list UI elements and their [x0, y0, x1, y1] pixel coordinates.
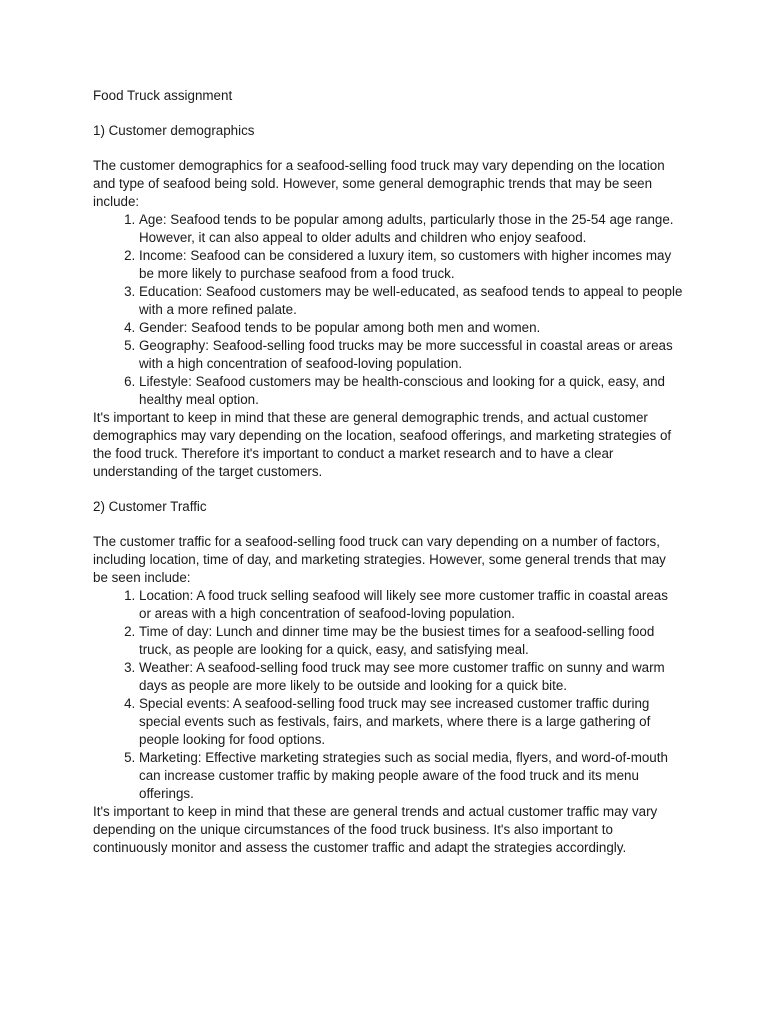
list-item: 4. Special events: A seafood-selling food truck may see increased customer traffic during special events such as festivals, fairs, and markets, where there is a large gathering of people looking for food options.: [139, 695, 683, 749]
section-customer-traffic: [93, 498, 683, 857]
section-customer-demographics: [93, 122, 683, 481]
list-item: 5. Geography: Seafood-selling food trucks may be more successful in coastal areas or areas with a high concentration of seafood-loving population.: [139, 337, 683, 373]
section-intro: The customer demographics for a seafood-selling food truck may vary depending on the location and type of seafood being sold. However, some general demographic trends that may be seen include:: [93, 158, 665, 209]
list-item: 5. Marketing: Effective marketing strategies such as social media, flyers, and word-of-mouth can increase customer traffic by making people aware of the food truck and its menu offerings.: [139, 749, 683, 803]
section-heading: 1) Customer demographics: [93, 123, 255, 138]
list-item: 4. Gender: Seafood tends to be popular among both men and women.: [139, 319, 683, 337]
document-body: [93, 87, 683, 874]
list-item: 2. Time of day: Lunch and dinner time may be the busiest times for a seafood-selling food truck, as people are looking for a quick, easy, and satisfying meal.: [139, 623, 683, 659]
list-item: 6. Lifestyle: Seafood customers may be health-conscious and looking for a quick, easy, and healthy meal option.: [139, 373, 683, 409]
document-title: Food Truck assignment: [93, 88, 233, 103]
list-item: 3. Education: Seafood customers may be well-educated, as seafood tends to appeal to people with a more refined palate.: [139, 283, 683, 319]
list-item: 1. Location: A food truck selling seafood will likely see more customer traffic in coastal areas or areas with a high concentration of seafood-loving population.: [139, 587, 683, 623]
list-item: 3. Weather: A seafood-selling food truck may see more customer traffic on sunny and warm days as people are more likely to be outside and looking for a quick bite.: [139, 659, 683, 695]
section-closing: It's important to keep in mind that these are general trends and actual customer traffic may vary depending on the unique circumstances of the food truck business. It's also important to continuously monitor and assess the customer traffic and adapt the strategies accordingly.: [93, 804, 658, 855]
list-item: 1. Age: Seafood tends to be popular among adults, particularly those in the 25-54 age range. However, it can also appeal to older adults and children who enjoy seafood.: [139, 211, 683, 247]
demographics-list: [93, 211, 683, 409]
section-intro: The customer traffic for a seafood-selling food truck can vary depending on a number of factors, including location, time of day, and marketing strategies. However, some general trends that may be seen include:: [93, 534, 666, 585]
section-heading: 2) Customer Traffic: [93, 499, 207, 514]
list-item: 2. Income: Seafood can be considered a luxury item, so customers with higher incomes may be more likely to purchase seafood from a food truck.: [139, 247, 683, 283]
section-closing: It's important to keep in mind that these are general demographic trends, and actual customer demographics may vary depending on the location, seafood offerings, and marketing strategies of the food truck. Therefore it's important to conduct a market research and to have a clear understanding of the target customers.: [93, 410, 672, 479]
traffic-list: [93, 587, 683, 803]
